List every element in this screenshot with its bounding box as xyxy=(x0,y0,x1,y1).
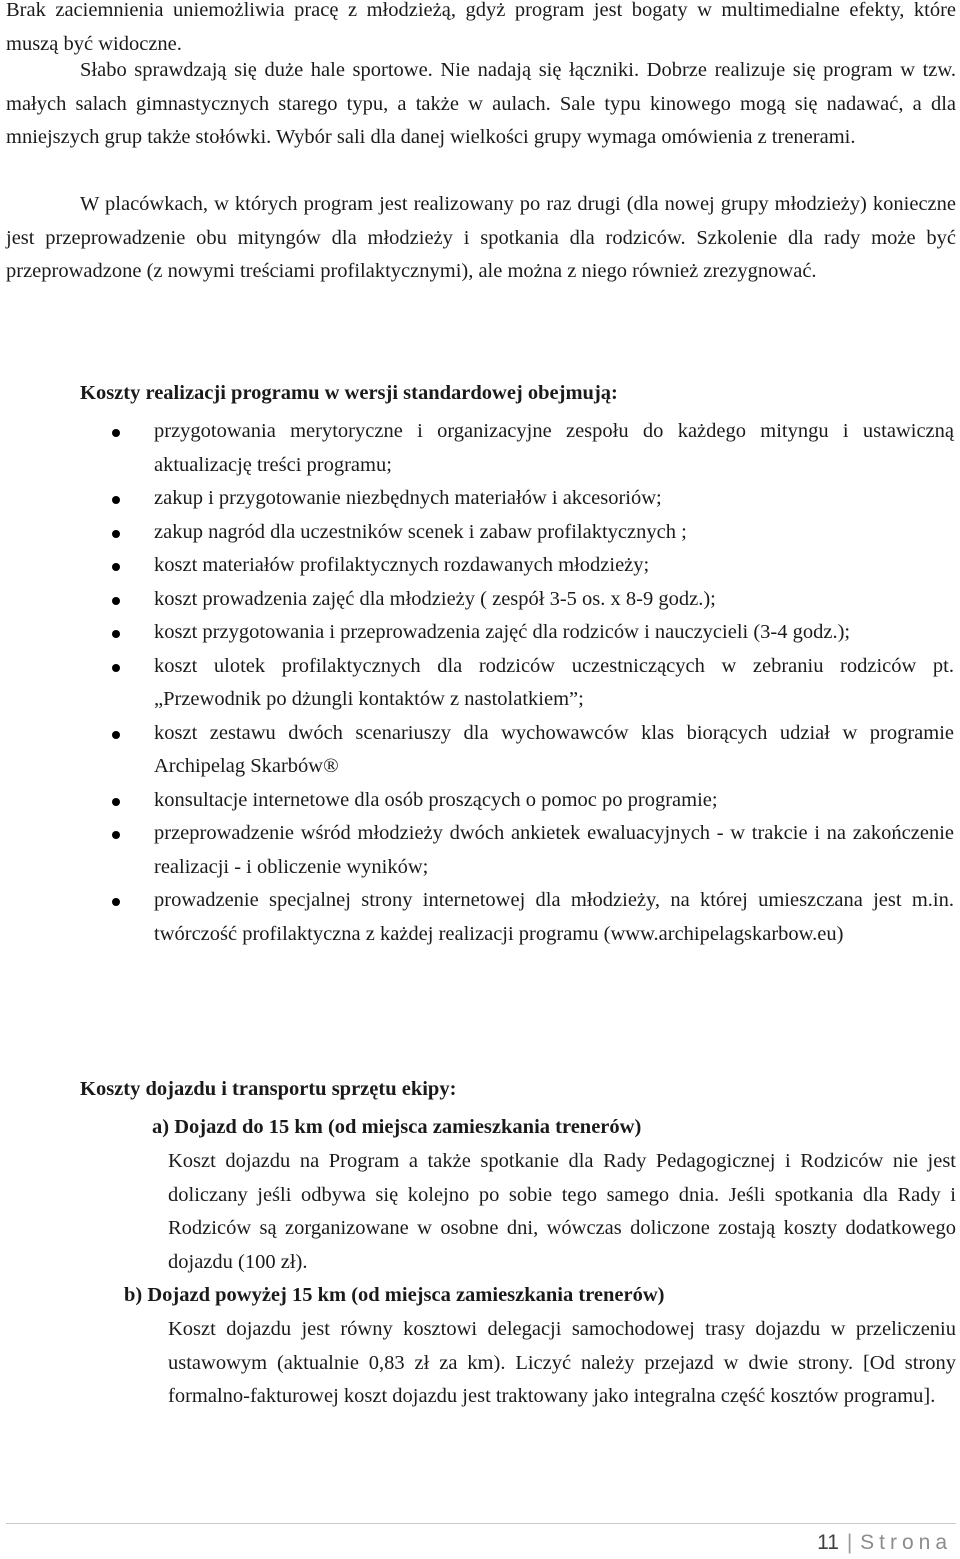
transport-heading: Koszty dojazdu i transportu sprzętu ekipy: xyxy=(80,1078,457,1100)
list-item: zakup nagród dla uczestników scenek i zabaw profilaktycznych ; xyxy=(0,516,954,550)
bullet-icon xyxy=(112,664,120,672)
list-item: prowadzenie specjalnej strony internetowej dla młodzieży, na której umieszczana jest m.in. twórczość profilaktyczna z każdej realizacji programu (www.archipelagskarbow.eu) xyxy=(0,884,954,951)
list-item: koszt materiałów profilaktycznych rozdawanych młodzieży; xyxy=(0,549,954,583)
footer-separator: | xyxy=(846,1531,853,1554)
bullet-icon xyxy=(112,898,120,906)
footer-divider xyxy=(6,1523,956,1524)
bullet-icon xyxy=(112,597,120,605)
transport-b-heading: b) Dojazd powyżej 15 km (od miejsca zamieszkania trenerów) xyxy=(124,1284,665,1306)
bullet-icon xyxy=(112,530,120,538)
bullet-icon xyxy=(112,630,120,638)
page-footer xyxy=(817,1527,952,1559)
transport-a-body: Koszt dojazdu na Program a także spotkanie dla Rady Pedagogicznej i Rodziców nie jest doliczany jeśli odbywa się kolejno po sobie tego samego dnia. Jeśli spotkania dla Rady i Rodziców są zorganizowane w osobne dni, wówczas doliczone zostają koszty dodatkowego dojazdu (100 zł). xyxy=(168,1150,956,1273)
bullet-icon xyxy=(112,731,120,739)
page-number: 11 xyxy=(817,1531,839,1554)
list-item: koszt zestawu dwóch scenariuszy dla wychowawców klas biorących udział w programie Archipelag Skarbów® xyxy=(0,717,954,784)
costs-list xyxy=(0,415,960,951)
intro-paragraph-darkening: Brak zaciemnienia uniemożliwia pracę z młodzieżą, gdyż program jest bogaty w multimedialne efekty, które muszą być widoczne. xyxy=(6,0,956,55)
intro-paragraph-repeat-program: W placówkach, w których program jest realizowany po raz drugi (dla nowej grupy młodzieży) konieczne jest przeprowadzenie obu mityngów dla młodzieży i spotkania dla rodziców. Szkolenie dla rady może być przeprowadzone (z nowymi treściami profilaktycznymi), ale można z niego również zrezygnować. xyxy=(6,193,956,282)
list-item: konsultacje internetowe dla osób proszących o pomoc po programie; xyxy=(0,784,954,818)
bullet-icon xyxy=(112,429,120,437)
bullet-icon xyxy=(112,496,120,504)
transport-a-heading: a) Dojazd do 15 km (od miejsca zamieszkania trenerów) xyxy=(152,1116,642,1138)
costs-heading: Koszty realizacji programu w wersji standardowej obejmują: xyxy=(80,382,618,404)
bullet-icon xyxy=(112,563,120,571)
list-item: koszt ulotek profilaktycznych dla rodziców uczestniczących w zebraniu rodziców pt. „Przewodnik po dżungli kontaktów z nastolatkiem”; xyxy=(0,650,954,717)
list-item: zakup i przygotowanie niezbędnych materiałów i akcesoriów; xyxy=(0,482,954,516)
bullet-icon xyxy=(112,831,120,839)
bullet-icon xyxy=(112,798,120,806)
transport-b-body: Koszt dojazdu jest równy kosztowi delegacji samochodowej trasy dojazdu w przeliczeniu ustawowym (aktualnie 0,83 zł za km). Liczyć należy przejazd w dwie strony. [Od strony formalno-fakturowej koszt dojazdu jest traktowany jako integralna część kosztów programu]. xyxy=(168,1318,956,1407)
footer-page-word: Strona xyxy=(860,1531,952,1554)
list-item: przygotowania merytoryczne i organizacyjne zespołu do każdego mityngu i ustawiczną aktualizację treści programu; xyxy=(0,415,954,482)
list-item: koszt przygotowania i przeprowadzenia zajęć dla rodziców i nauczycieli (3-4 godz.); xyxy=(0,616,954,650)
list-item: przeprowadzenie wśród młodzieży dwóch ankietek ewaluacyjnych - w trakcie i na zakończenie realizacji - i obliczenie wyników; xyxy=(0,817,954,884)
intro-paragraph-rooms: Słabo sprawdzają się duże hale sportowe. Nie nadają się łączniki. Dobrze realizuje się program w tzw. małych salach gimnastycznych starego typu, a także w aulach. Sale typu kinowego mogą się nadawać, a dla mniejszych grup także stołówki. Wybór sali dla danej wielkości grupy wymaga omówienia z trenerami. xyxy=(6,59,956,148)
list-item: koszt prowadzenia zajęć dla młodzieży ( zespół 3-5 os. x 8-9 godz.); xyxy=(0,583,954,617)
